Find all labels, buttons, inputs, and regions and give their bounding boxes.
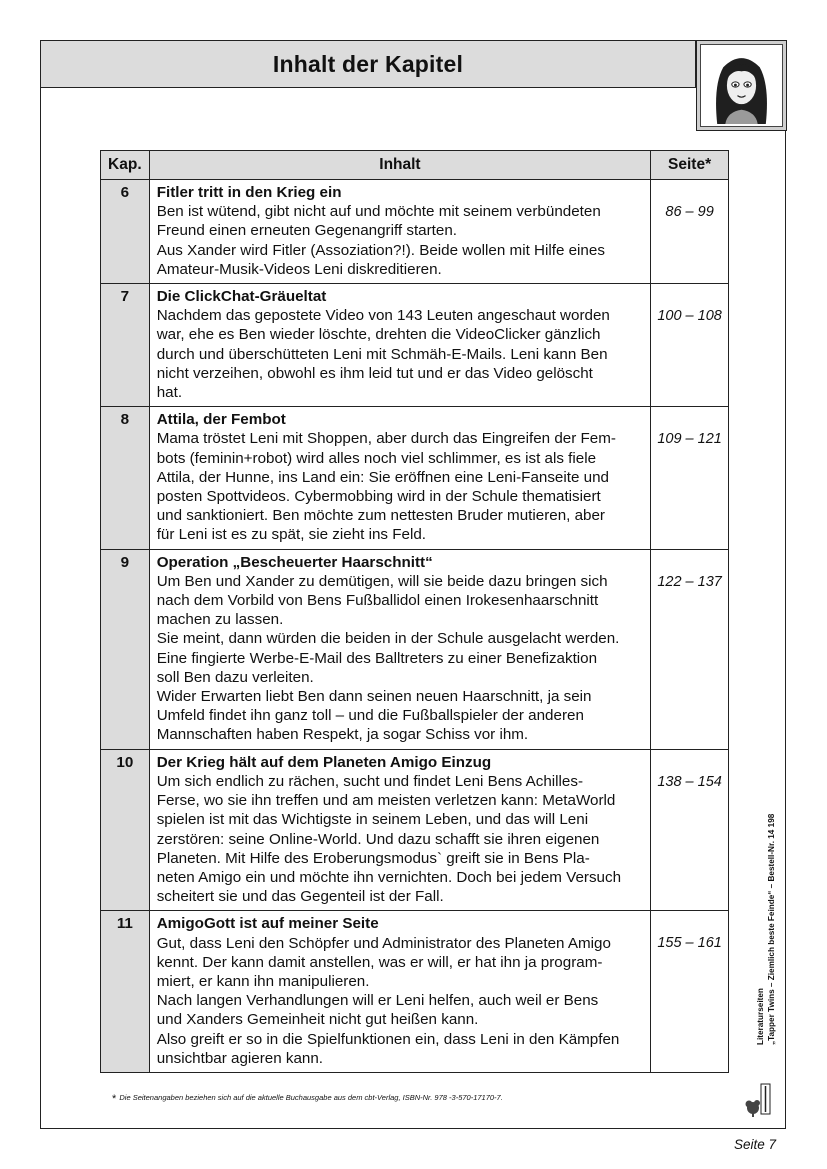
page-number: Seite 7: [734, 1137, 777, 1152]
table-row: [101, 284, 729, 407]
header-inhalt: Inhalt: [149, 151, 650, 180]
chapter-number: 9: [101, 549, 150, 749]
chapter-title: Fitler tritt in den Krieg ein: [156, 184, 342, 201]
chapter-title: Die ClickChat-Gräueltat: [156, 288, 327, 306]
chapter-number: 6: [101, 180, 150, 284]
chapter-summary: Um Ben und Xander zu demütigen, will sie beide dazu bringen sich nach dem Vorbild von Bens Fußballidol einen Irokesenhaarschnitt machen zu lassen. Sie meint, dann würden die beiden in der Schule ausgelacht werden. Eine fingierte Werbe-E-Mail des Balltreters zu einer Benefizaktion soll Ben dazu verleiten. Wider Erwarten liebt Ben dann seinen neuen Haarschnitt, ja sein Umfeld findet ihn ganz toll – und die Fußballspieler der anderen Mannschaften haben Respekt, ja sogar Schiss vor ihm.: [156, 572, 620, 744]
chapter-summary: Gut, dass Leni den Schöpfer und Administrator des Planeten Amigo kennt. Der kann damit anstellen, was er will, er hat ihn ja program- miert, er kann ihn manipulieren. Nach langen Verhandlungen will er Leni helfen, auch weil er Bens und Xanders Gemeinheit nicht gut heißen kann. Also greift er so in die Spielfunktionen ein, dass Leni in den Kämpfen unsichtbar agieren kann.: [156, 934, 620, 1067]
chapter-pages: 138 – 154: [651, 749, 729, 911]
chapter-number: 8: [101, 407, 150, 549]
chapter-summary: Mama tröstet Leni mit Shoppen, aber durch das Eingreifen der Fem- bots (feminin+robot) wird alles noch viel schlimmer, es ist als fiele Attila, der Hunne, ins Land ein: Sie eröffnen eine Leni-Fanseite und posten Spottvideos. Cybermobbing wird in der Schule thematisiert und sanktioniert. Ben möchte zum nettesten Bruder mutieren, aber für Leni ist es zu spät, sie zieht ins Feld.: [156, 430, 616, 544]
girl-portrait-icon: [700, 44, 783, 127]
page-title: Inhalt der Kapitel: [272, 50, 464, 77]
chapter-title: Der Krieg hält auf dem Planeten Amigo Einzug: [156, 753, 492, 771]
chapter-number: 11: [101, 911, 150, 1073]
chapter-summary: Um sich endlich zu rächen, sucht und findet Leni Bens Achilles- Ferse, wo sie ihn treffen und am meisten verletzen kann: MetaWorld spielen ist mit das Wichtigste in seinem Leben, und das will Leni zerstören: seine Online-World. Und dazu schafft sie ihren eigenen Planeten. Mit Hilfe des Eroberungsmodus` greift sie in Bens Pla- neten Amigo ein und möchte ihn vernichten. Doch bei jedem Versuch scheitert sie und das Gegenteil ist der Fall.: [156, 772, 622, 906]
table-header-row: [101, 151, 729, 180]
table-row: [101, 549, 729, 749]
table-row: [101, 911, 729, 1073]
footnote-text: Die Seitenangaben beziehen sich auf die aktuelle Buchausgabe aus dem cbt-Verlag, ISBN-Nr. 978 -3-570-17170-7.: [119, 1093, 503, 1102]
chapter-content: [149, 749, 650, 911]
chapter-title: Attila, der Fembot: [156, 411, 286, 429]
chapter-number: 10: [101, 749, 150, 911]
chapter-pages: 100 – 108: [651, 284, 729, 407]
chapter-content: [149, 911, 650, 1073]
chapter-content: [149, 180, 650, 284]
chapter-content: [149, 549, 650, 749]
portrait-frame: [696, 40, 787, 131]
chapter-pages: 155 – 161: [651, 911, 729, 1073]
chapter-number: 7: [101, 284, 150, 407]
sidebar-line-series: Literaturseiten: [756, 988, 765, 1045]
chapter-content: [149, 407, 650, 549]
chapter-pages: 109 – 121: [651, 407, 729, 549]
table-row: [101, 407, 729, 549]
footnote-marker: *: [112, 1093, 117, 1105]
chapter-table: [100, 150, 729, 1073]
table-row: [101, 749, 729, 911]
footnote: [112, 1093, 503, 1105]
chapter-pages: 122 – 137: [651, 549, 729, 749]
title-bar: [40, 40, 696, 88]
kohl-verlag-logo-icon: [744, 1082, 776, 1118]
header-kap: Kap.: [101, 151, 150, 180]
chapter-title: AmigoGott ist auf meiner Seite: [156, 915, 379, 933]
sidebar-line-order: „Tapper Twins – Ziemlich beste Feinde“ – Bestell-Nr. 14 198: [766, 813, 776, 1045]
table-row: [101, 180, 729, 284]
chapter-pages: 86 – 99: [651, 180, 729, 284]
header-seite: Seite*: [651, 151, 729, 180]
chapter-content: [149, 284, 650, 407]
publisher-sidebar: [756, 775, 777, 1045]
chapter-summary: Ben ist wütend, gibt nicht auf und möchte mit seinem verbündeten Freund einen erneuten Gegenangriff starten. Aus Xander wird Fitler (Assoziation?!). Beide wollen mit Hilfe eines Amateur-Musik-Videos Leni diskreditieren.: [156, 203, 605, 278]
chapter-title: Operation „Bescheuerter Haarschnitt“: [156, 553, 433, 571]
chapter-summary: Nachdem das gepostete Video von 143 Leuten angeschaut worden war, ehe es Ben wieder löschte, drehten die VideoClicker gänzlich durch und überschütteten Leni mit Schmäh-E-Mails. Leni kann Ben nicht verzeihen, obwohl es ihm leid tut und er das Video gelöscht hat.: [156, 307, 610, 402]
